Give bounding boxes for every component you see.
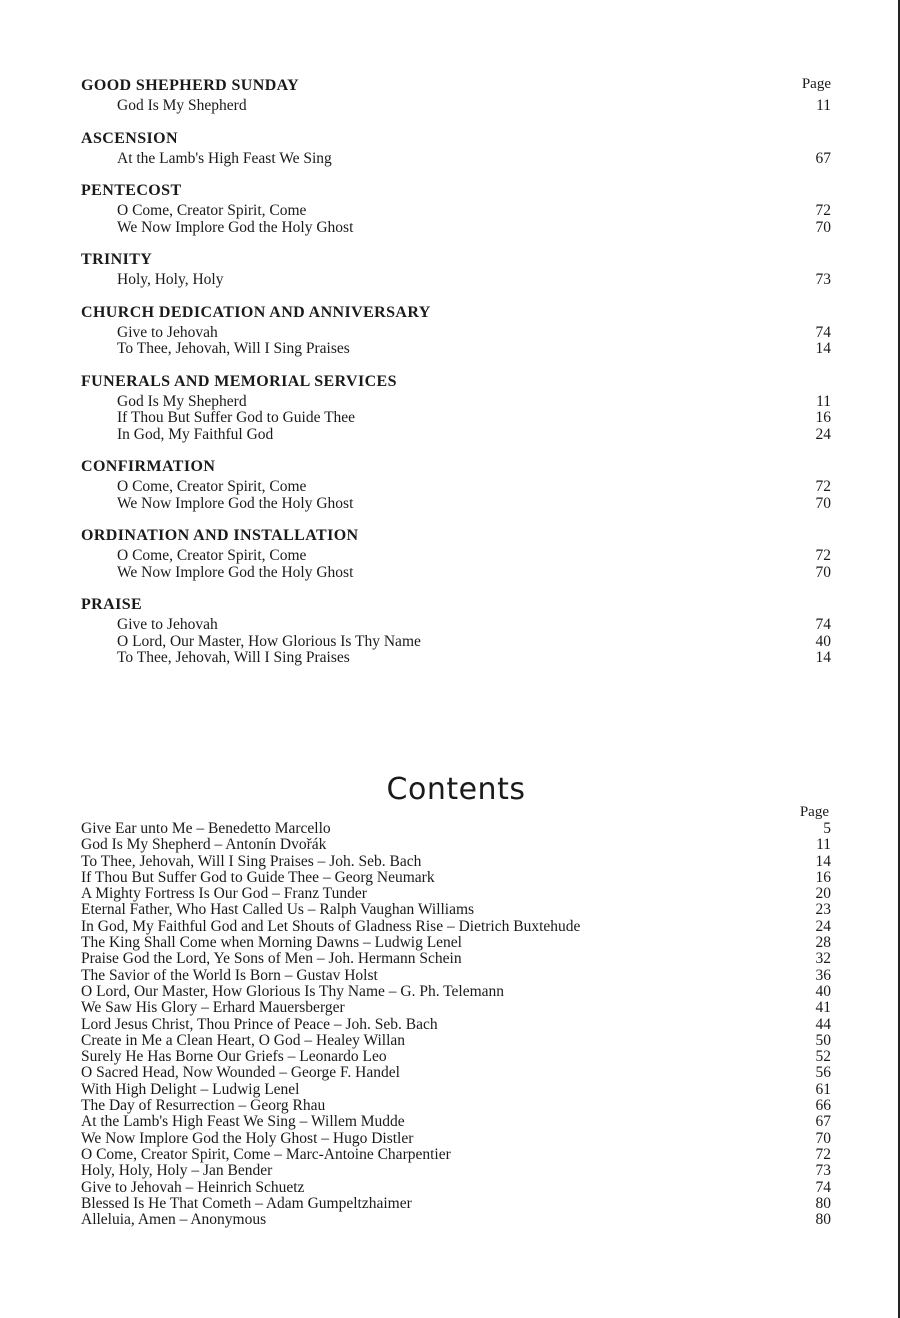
index-item-page: 72 xyxy=(815,547,831,564)
section-title: ORDINATION AND INSTALLATION xyxy=(81,527,359,544)
index-item-title: Give to Jehovah xyxy=(117,323,218,341)
contents-entry-page: 24 xyxy=(815,917,831,935)
contents-entry-title: O Sacred Head, Now Wounded – George F. Handel xyxy=(81,1064,400,1082)
contents-entry-page: 56 xyxy=(815,1064,831,1082)
index-item xyxy=(81,325,831,342)
contents-entry-page: 36 xyxy=(815,966,831,984)
index-section xyxy=(81,526,831,581)
contents-page-header: Page xyxy=(799,804,829,820)
contents-entry-page: 20 xyxy=(815,885,831,903)
index-item xyxy=(81,548,831,565)
contents-entry xyxy=(81,919,831,935)
contents-entry xyxy=(81,870,831,886)
contents-entry-page: 61 xyxy=(815,1080,831,1098)
index-item-title: O Come, Creator Spirit, Come xyxy=(117,547,307,564)
contents-entry-page: 80 xyxy=(815,1211,831,1229)
index-section xyxy=(81,303,831,358)
contents-entry xyxy=(81,1212,831,1228)
index-item xyxy=(81,410,831,427)
contents-entry-title: Lord Jesus Christ, Thou Prince of Peace – Joh. Seb. Bach xyxy=(81,1015,438,1033)
index-section xyxy=(81,181,831,236)
index-item-page: 14 xyxy=(815,649,831,666)
index-section xyxy=(81,595,831,667)
index-item-title: We Now Implore God the Holy Ghost xyxy=(117,563,354,581)
contents-entry-title: We Saw His Glory – Erhard Mauersberger xyxy=(81,999,345,1017)
contents-entry-title: Create in Me a Clean Heart, O God – Healey Willan xyxy=(81,1031,406,1049)
contents-entry-page: 32 xyxy=(815,950,831,968)
contents-entry-title: Alleluia, Amen – Anonymous xyxy=(81,1211,267,1229)
contents-entry-page: 14 xyxy=(815,852,831,870)
index-item-page: 74 xyxy=(815,323,831,341)
contents-entry-page: 16 xyxy=(815,868,831,886)
contents-entry-page: 28 xyxy=(815,934,831,952)
contents-entry xyxy=(81,1131,831,1147)
contents-entry xyxy=(81,1163,831,1179)
contents-list xyxy=(81,803,831,1228)
section-title: PENTECOST xyxy=(81,182,182,199)
contents-entry-page: 41 xyxy=(815,999,831,1017)
contents-entry-page: 44 xyxy=(815,1015,831,1033)
contents-entry-page: 5 xyxy=(823,820,831,837)
index-item-title: O Come, Creator Spirit, Come xyxy=(117,478,307,495)
index-section xyxy=(81,129,831,168)
section-title: PRAISE xyxy=(81,596,143,613)
index-item-title: We Now Implore God the Holy Ghost xyxy=(117,218,354,236)
index-item-title: If Thou But Suffer God to Guide Thee xyxy=(117,409,356,426)
contents-entry-title: The King Shall Come when Morning Dawns – Ludwig Lenel xyxy=(81,934,462,952)
contents-entry-title: We Now Implore God the Holy Ghost – Hugo Distler xyxy=(81,1129,414,1147)
contents-entry xyxy=(81,1065,831,1081)
contents-entry xyxy=(81,1000,831,1016)
contents-entry xyxy=(81,1049,831,1065)
index-section xyxy=(81,250,831,289)
contents-entry xyxy=(81,1196,831,1212)
contents-entry-title: At the Lamb's High Feast We Sing – Willem Mudde xyxy=(81,1113,405,1131)
index-item-title: At the Lamb's High Feast We Sing xyxy=(117,149,332,167)
contents-title: Contents xyxy=(386,772,526,807)
index-item xyxy=(81,394,831,411)
index-page-header: Page xyxy=(801,76,831,92)
index-item-page: 14 xyxy=(815,340,831,357)
section-title: CONFIRMATION xyxy=(81,458,216,475)
contents-entry-title: If Thou But Suffer God to Guide Thee – Georg Neumark xyxy=(81,868,435,886)
contents-entry xyxy=(81,1082,831,1098)
index-item-page: 40 xyxy=(815,632,831,650)
contents-entry xyxy=(81,886,831,902)
index-item-page: 16 xyxy=(815,409,831,426)
contents-entry-title: In God, My Faithful God and Let Shouts of Gladness Rise – Dietrich Buxtehude xyxy=(81,917,581,935)
index-item-page: 11 xyxy=(816,392,831,410)
contents-entry-title: O Lord, Our Master, How Glorious Is Thy Name – G. Ph. Telemann xyxy=(81,982,505,1000)
index-section xyxy=(81,76,831,115)
contents-entry xyxy=(81,1180,831,1196)
contents-entry-page: 74 xyxy=(815,1178,831,1196)
index-item xyxy=(81,427,831,444)
contents-entry-page: 73 xyxy=(815,1162,831,1180)
topical-index xyxy=(81,72,831,681)
index-item xyxy=(81,272,831,289)
contents-entry xyxy=(81,1114,831,1130)
contents-entry-title: Give Ear unto Me – Benedetto Marcello xyxy=(81,820,331,837)
contents-entry xyxy=(81,902,831,918)
contents-entry-title: A Mighty Fortress Is Our God – Franz Tunder xyxy=(81,885,367,903)
contents-entry xyxy=(81,1147,831,1163)
index-item-page: 67 xyxy=(815,149,831,167)
index-item-title: Give to Jehovah xyxy=(117,616,218,633)
index-item-page: 74 xyxy=(815,616,831,633)
contents-entry xyxy=(81,951,831,967)
index-item-title: God Is My Shepherd xyxy=(117,97,247,114)
index-item-title: To Thee, Jehovah, Will I Sing Praises xyxy=(117,340,350,357)
contents-entry-page: 66 xyxy=(815,1097,831,1115)
index-item xyxy=(81,634,831,651)
contents-entry xyxy=(81,1017,831,1033)
contents-entry-title: Blessed Is He That Cometh – Adam Gumpeltzhaimer xyxy=(81,1194,412,1212)
index-item-title: O Lord, Our Master, How Glorious Is Thy Name xyxy=(117,632,421,650)
index-item-page: 70 xyxy=(815,563,831,581)
section-title: ASCENSION xyxy=(81,129,178,147)
contents-entry-title: To Thee, Jehovah, Will I Sing Praises – Joh. Seb. Bach xyxy=(81,852,422,870)
contents-entry-page: 52 xyxy=(815,1048,831,1066)
index-item-title: God Is My Shepherd xyxy=(117,392,247,410)
contents-entry-title: O Come, Creator Spirit, Come – Marc-Antoine Charpentier xyxy=(81,1145,451,1163)
contents-entry-page: 67 xyxy=(815,1113,831,1131)
index-item-page: 11 xyxy=(816,97,831,114)
contents-entry-title: With High Delight – Ludwig Lenel xyxy=(81,1080,300,1098)
section-title: TRINITY xyxy=(81,251,153,268)
contents-entry xyxy=(81,935,831,951)
contents-entry xyxy=(81,837,831,853)
contents-entry-title: The Savior of the World Is Born – Gustav Holst xyxy=(81,966,378,984)
index-item-page: 72 xyxy=(815,202,831,219)
index-item-title: In God, My Faithful God xyxy=(117,425,274,443)
contents-entry-title: God Is My Shepherd – Antonín Dvořák xyxy=(81,836,327,854)
index-item-page: 70 xyxy=(815,218,831,236)
index-item xyxy=(81,151,831,168)
contents-entry-title: Eternal Father, Who Hast Called Us – Ralph Vaughan Williams xyxy=(81,901,475,919)
index-item-page: 24 xyxy=(815,425,831,443)
index-item xyxy=(81,617,831,634)
contents-entry xyxy=(81,1098,831,1114)
contents-entry-page: 23 xyxy=(815,901,831,919)
index-section xyxy=(81,372,831,444)
contents-entry-title: Holy, Holy, Holy – Jan Bender xyxy=(81,1162,273,1180)
contents-entry-page: 70 xyxy=(815,1129,831,1147)
index-item-page: 70 xyxy=(815,494,831,512)
index-item-page: 73 xyxy=(815,271,831,288)
contents-entry xyxy=(81,1033,831,1049)
index-item xyxy=(81,98,831,115)
contents-entry-title: Surely He Has Borne Our Griefs – Leonardo Leo xyxy=(81,1048,387,1066)
contents-entry-page: 80 xyxy=(815,1194,831,1212)
index-item xyxy=(81,650,831,667)
contents-entry xyxy=(81,984,831,1000)
index-item xyxy=(81,341,831,358)
index-item xyxy=(81,203,831,220)
index-item-title: O Come, Creator Spirit, Come xyxy=(117,202,307,219)
index-item-title: To Thee, Jehovah, Will I Sing Praises xyxy=(117,649,350,666)
contents-entry-title: Give to Jehovah – Heinrich Schuetz xyxy=(81,1178,305,1196)
contents-entry xyxy=(81,968,831,984)
index-item-page: 72 xyxy=(815,478,831,495)
section-title: FUNERALS AND MEMORIAL SERVICES xyxy=(81,372,397,390)
index-item-title: We Now Implore God the Holy Ghost xyxy=(117,494,354,512)
contents-entry-page: 40 xyxy=(815,982,831,1000)
index-section xyxy=(81,457,831,512)
contents-entry-page: 72 xyxy=(815,1145,831,1163)
contents-entry-title: Praise God the Lord, Ye Sons of Men – Joh. Hermann Schein xyxy=(81,950,462,968)
contents-entry xyxy=(81,821,831,837)
index-item xyxy=(81,220,831,237)
index-item xyxy=(81,479,831,496)
index-item-title: Holy, Holy, Holy xyxy=(117,271,224,288)
section-title: GOOD SHEPHERD SUNDAY xyxy=(81,77,300,94)
contents-entry-page: 11 xyxy=(816,836,831,854)
index-item xyxy=(81,496,831,513)
index-item xyxy=(81,565,831,582)
section-title: CHURCH DEDICATION AND ANNIVERSARY xyxy=(81,303,431,321)
contents-entry-title: The Day of Resurrection – Georg Rhau xyxy=(81,1097,326,1115)
contents-entry-page: 50 xyxy=(815,1031,831,1049)
contents-entry xyxy=(81,854,831,870)
